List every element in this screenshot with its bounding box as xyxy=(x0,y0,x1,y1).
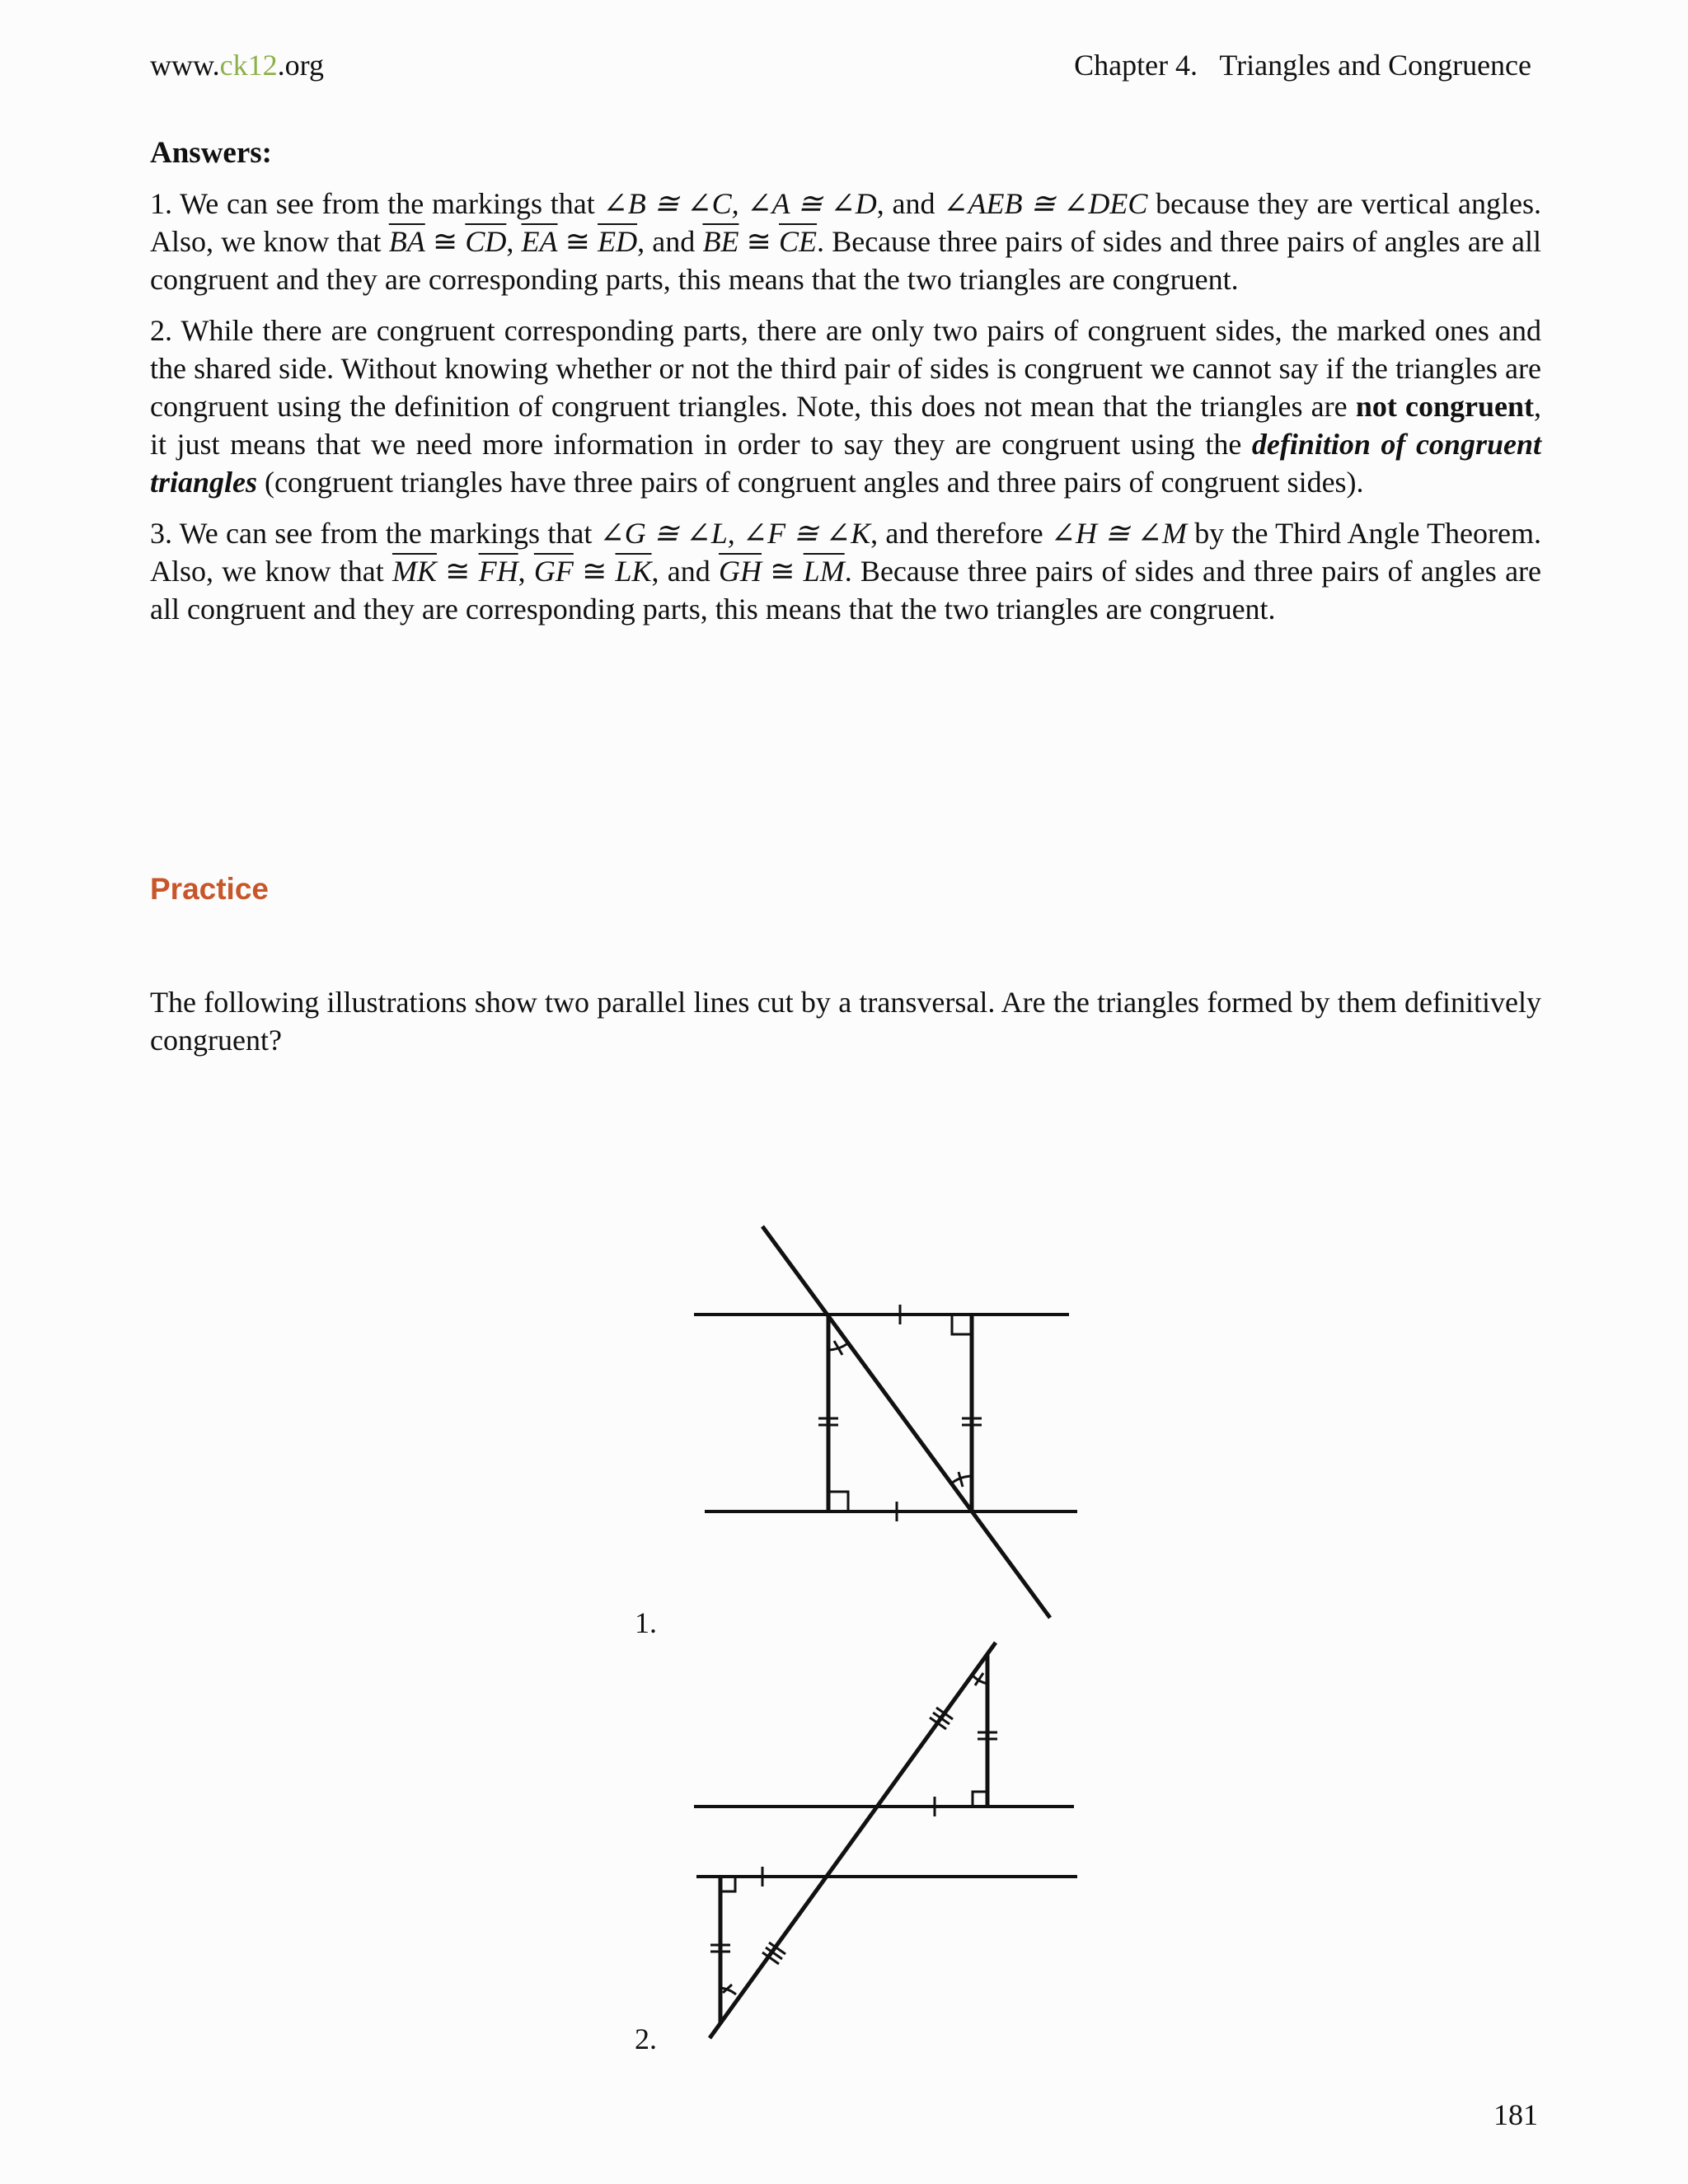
segment: $\overline{LK}$ xyxy=(615,555,652,588)
segment: $\overline{LM}$ xyxy=(803,555,845,588)
site-brand: ck12 xyxy=(219,49,278,82)
answer-2-bolditalic: definition of congruent triangles xyxy=(150,428,1541,499)
answer-2-text-3: (congruent triangles have three pairs of congruent angles and three pairs of congruent sides). xyxy=(257,466,1364,499)
answer-1-math-1: ∠B ≅ ∠C, ∠A ≅ ∠D xyxy=(603,187,877,220)
answer-3-text-3: by the Third Angle Theorem. Also, we know that xyxy=(150,517,1542,588)
answer-1-text-3: because they are vertical angles. Also, we know that xyxy=(150,187,1541,258)
practice-intro: The following illustrations show two parallel lines cut by a transversal. Are the triangles formed by them definitively congruent? xyxy=(150,986,1541,1057)
segment: $\overline{BE}$ xyxy=(702,225,739,258)
segment: $\overline{BA}$ xyxy=(388,225,425,258)
site-prefix: www. xyxy=(150,49,220,82)
segment: $\overline{GF}$ xyxy=(533,555,574,588)
segment: $\overline{CD}$ xyxy=(465,225,507,258)
answer-1-text-2: , and xyxy=(876,187,944,220)
answer-1-text-1: 1. We can see from the markings that xyxy=(150,187,603,220)
answers-heading: Answers: xyxy=(150,136,272,170)
answer-1: 1. We can see from the markings that ∠B ≅ ∠C, ∠A ≅ ∠D, and ∠AEB ≅ ∠DEC because they are vertical angles. Also, we know that $\overline{BA}$ ≅ $\overline{CD}$, $\overline{EA}$ ≅ $\overline{ED}$, and $\overline{BE}$ ≅ $\overline{CE}$. Because three pairs of sides and three pairs of angles are all congruent and they are corresponding parts, this means that the two triangles are congruent. xyxy=(150,187,1542,296)
answer-1-text-4: . Because three pairs of sides and three pairs of angles are all congruent and they are corresponding parts, this means that the two triangles are congruent. xyxy=(150,225,1542,296)
segment: $\overline{EA}$ xyxy=(521,225,558,258)
answer-3-math-1: ∠G ≅ ∠L, ∠F ≅ ∠K xyxy=(599,517,871,550)
answer-3-text-4: . Because three pairs of sides and three pairs of angles are all congruent and they are corresponding parts, this means that the two triangles are congruent. xyxy=(150,555,1542,626)
figure-2-label: 2. xyxy=(635,2022,657,2055)
answer-2-text-2: , it just means that we need more information in order to say they are congruent using the xyxy=(150,390,1542,461)
practice-heading: Practice xyxy=(150,872,269,906)
answer-3-math-2: ∠H ≅ ∠M xyxy=(1050,517,1187,550)
figure-1-label: 1. xyxy=(635,1606,657,1639)
segment: $\overline{ED}$ xyxy=(598,225,638,258)
segment: $\overline{CE}$ xyxy=(779,225,818,258)
answer-3: 3. We can see from the markings that ∠G ≅ ∠L, ∠F ≅ ∠K, and therefore ∠H ≅ ∠M by the Third Angle Theorem. Also, we know that $\overline{MK}$ ≅ $\overline{FH}$, $\overline{GF}$ ≅ $\overline{LK}$, and $\overline{GH}$ ≅ $\overline{LM}$. Because three pairs of sides and three pairs of angles are all congruent and they are corresponding parts, this means that the two triangles are congruent. xyxy=(150,517,1542,626)
page-number: 181 xyxy=(1493,2098,1538,2131)
answer-1-math-2: ∠AEB ≅ ∠DEC xyxy=(943,187,1148,220)
segment: $\overline{FH}$ xyxy=(478,555,518,588)
answer-3-text-1: 3. We can see from the markings that xyxy=(150,517,600,550)
answer-2-text-1: 2. While there are congruent corresponding parts, there are only two pairs of congruent sides, the marked ones and the shared side. Without knowing whether or not the third pair of sides is congruent we cannot say if the triangles are congruent using the definition of congruent triangles. Note, this does not mean that the triangles are xyxy=(150,314,1541,423)
answer-3-text-2: , and therefore xyxy=(870,517,1051,550)
answer-2-bold: not congruent xyxy=(1355,390,1535,423)
right-angle-mark-bottom xyxy=(720,1877,735,1891)
right-angle-mark-top xyxy=(973,1792,987,1807)
site-suffix: .org xyxy=(277,49,324,82)
segment: $\overline{MK}$ xyxy=(392,555,437,588)
chapter-title: Chapter 4. Triangles and Congruence xyxy=(1074,49,1531,82)
transversal xyxy=(710,1643,996,2038)
segment: $\overline{GH}$ xyxy=(719,555,762,588)
